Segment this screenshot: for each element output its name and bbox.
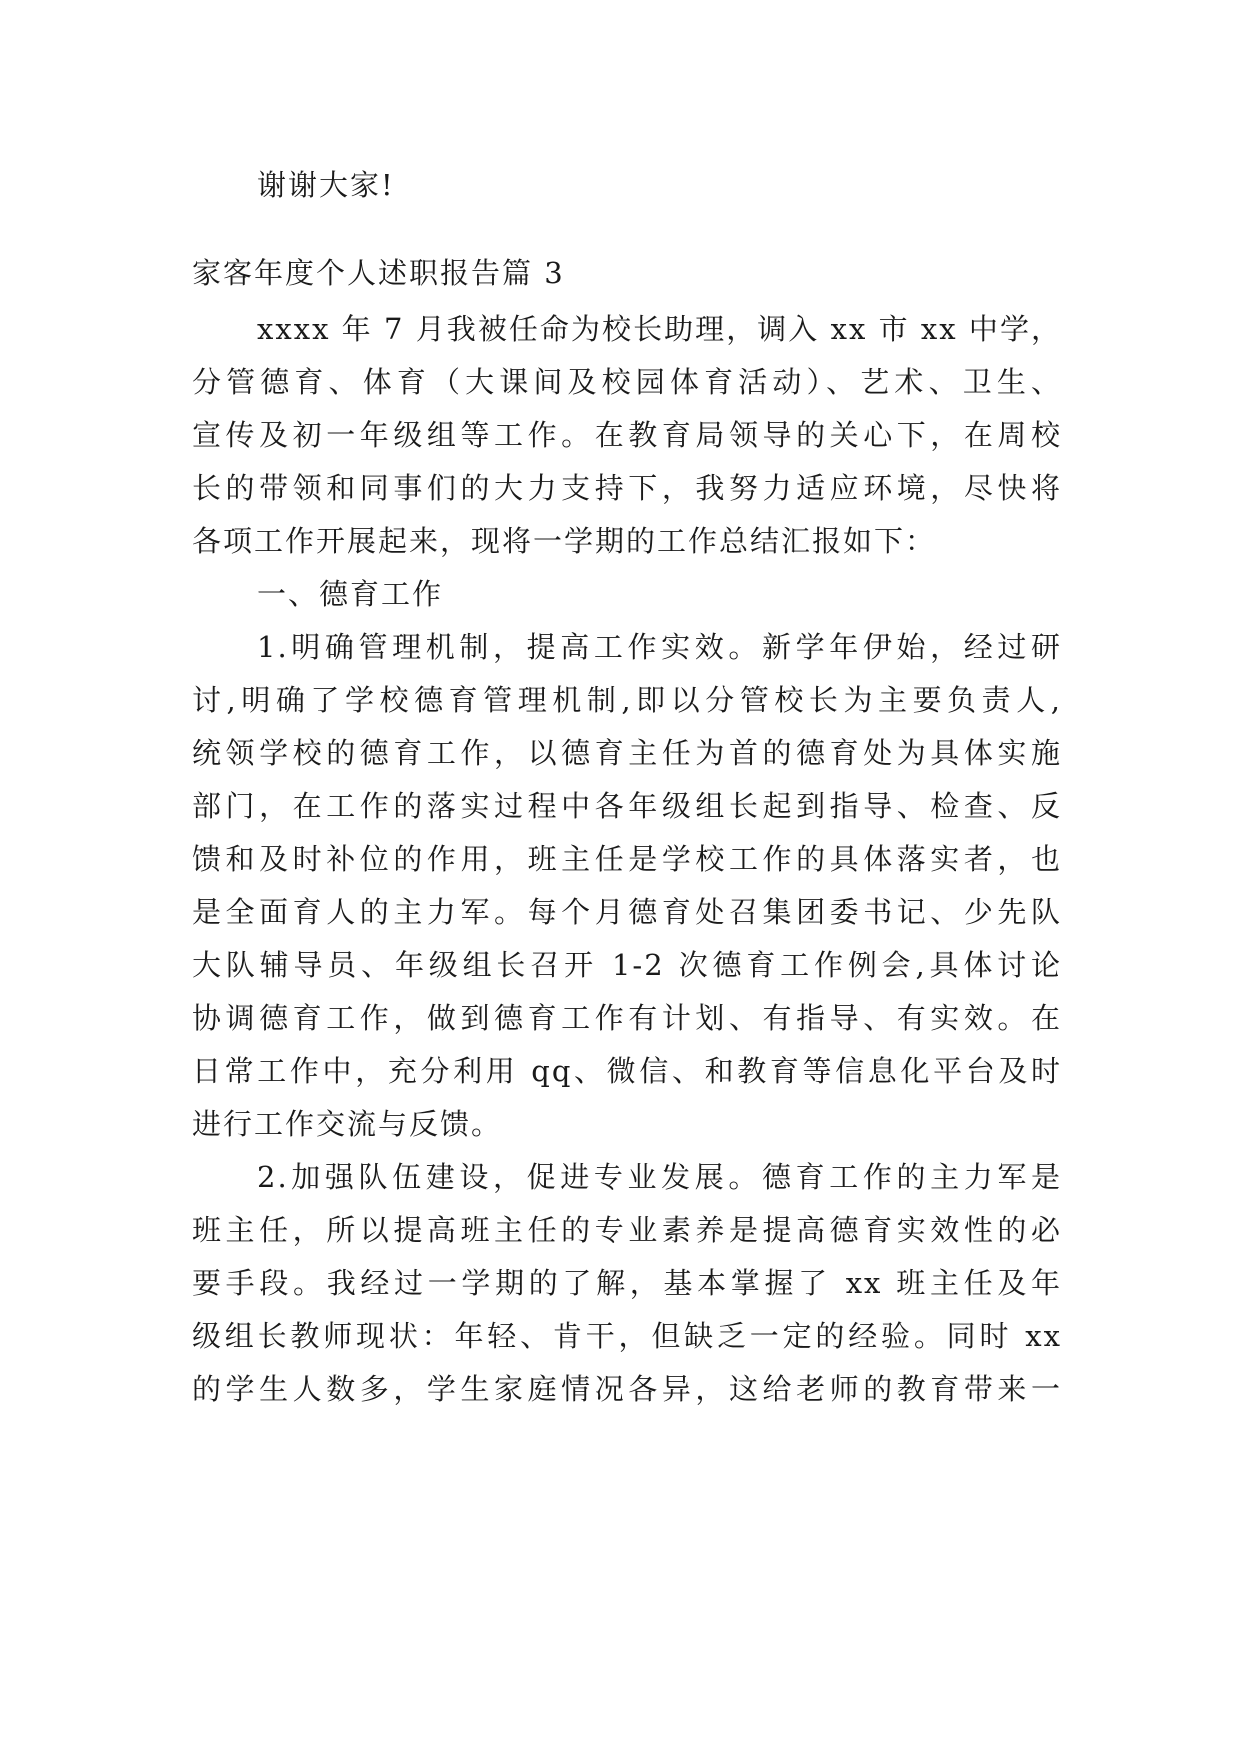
- paragraph-line: 长的带领和同事们的大力支持下，我努力适应环境，尽快将: [192, 471, 1062, 505]
- subsection-heading: 一、德育工作: [257, 577, 444, 611]
- paragraph-line: 的学生人数多，学生家庭情况各异，这给老师的教育带来一: [192, 1372, 1062, 1406]
- paragraph-line: 级组长教师现状：年轻、肯干，但缺乏一定的经验。同时 xx: [192, 1319, 1062, 1353]
- section-title: 家客年度个人述职报告篇 3: [192, 256, 565, 290]
- paragraph-line: 部门，在工作的落实过程中各年级组长起到指导、检查、反: [192, 789, 1062, 823]
- paragraph-line: 分管德育、体育（大课间及校园体育活动）、艺术、卫生、: [192, 365, 1062, 399]
- paragraph-line: 统领学校的德育工作，以德育主任为首的德育处为具体实施: [192, 736, 1062, 770]
- paragraph-line: 馈和及时补位的作用，班主任是学校工作的具体落实者，也: [192, 842, 1062, 876]
- paragraph-line: 协调德育工作，做到德育工作有计划、有指导、有实效。在: [192, 1001, 1062, 1035]
- paragraph-line: 日常工作中，充分利用 qq、微信、和教育等信息化平台及时: [192, 1054, 1062, 1088]
- closing-text: 谢谢大家!: [257, 168, 395, 202]
- paragraph-line: 宣传及初一年级组等工作。在教育局领导的关心下，在周校: [192, 418, 1062, 452]
- paragraph-line: 要手段。我经过一学期的了解，基本掌握了 xx 班主任及年: [192, 1266, 1062, 1300]
- paragraph-line: 各项工作开展起来，现将一学期的工作总结汇报如下：: [192, 524, 937, 558]
- paragraph-line: 进行工作交流与反馈。: [192, 1107, 503, 1141]
- paragraph-line: 1.明确管理机制，提高工作实效。新学年伊始，经过研: [257, 630, 1062, 664]
- paragraph-line: 大队辅导员、年级组长召开 1-2 次德育工作例会,具体讨论: [192, 948, 1062, 982]
- paragraph-line: 2.加强队伍建设，促进专业发展。德育工作的主力军是: [257, 1160, 1062, 1194]
- paragraph-line: xxxx 年 7 月我被任命为校长助理，调入 xx 市 xx 中学，: [257, 312, 1062, 346]
- paragraph-line: 讨,明确了学校德育管理机制,即以分管校长为主要负责人,: [192, 683, 1062, 717]
- paragraph-line: 是全面育人的主力军。每个月德育处召集团委书记、少先队: [192, 895, 1062, 929]
- paragraph-line: 班主任，所以提高班主任的专业素养是提高德育实效性的必: [192, 1213, 1062, 1247]
